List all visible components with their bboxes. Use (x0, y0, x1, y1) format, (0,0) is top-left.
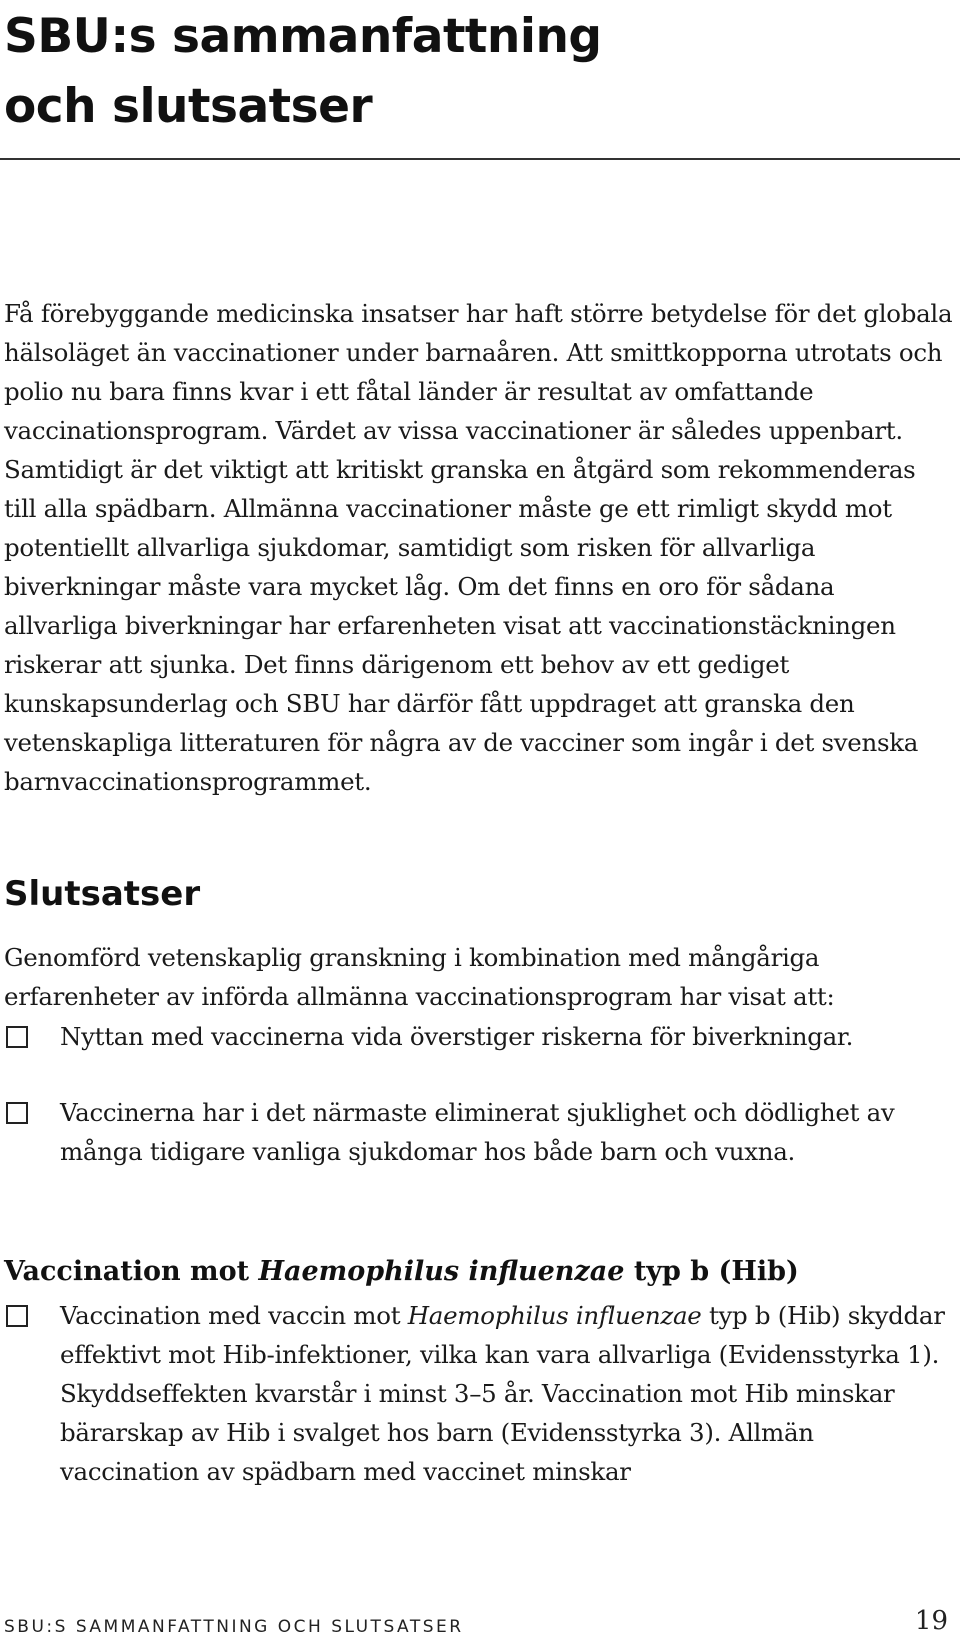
intro-paragraph: Få förebyggande medicinska insatser har haft större betydelse för det globala hälsoläget än vaccinationer under barnaåren. Att smittkopporna utrotats och polio nu bara finns kvar i ett fåtal länder är resultat av omfattande vaccinationsprogram. Värdet av vissa vaccinationer är således uppenbart. Samtidigt är det viktigt att kritiskt granska en åtgärd som rekommenderas till alla spädbarn. Allmänna vaccinationer måste ge ett rimligt skydd mot potentiellt allvarliga sjukdomar, samtidigt som risken för allvarliga biverkningar måste vara mycket låg. Om det finns en oro för sådana allvarliga biverkningar har erfarenheten visat att vaccinationstäckningen riskerar att sjunka. Det finns därigenom ett behov av ett gediget kunskapsunderlag och SBU har därför fått uppdraget att granska den vetenskapliga litteraturen för några av de vacciner som ingår i det svenska barnvaccinationsprogrammet. (4, 299, 953, 796)
hib-heading-species: Haemophilus influenzae (258, 1256, 625, 1287)
page-title-line-1: SBU:s sammanfattning (4, 9, 602, 64)
checkbox-square-icon (6, 1102, 28, 1124)
hib-bullet-post: typ b (Hib) skyddar effektivt mot Hib-infektioner, vilka kan vara allvarliga (Evidensstyrka 1). Skyddseffekten kvarstår i minst 3–5 år. Vaccination mot Hib minskar bärarskap av Hib i svalget hos barn (Evidensstyrka 3). Allmän vaccination av spädbarn med vaccinet minskar (60, 1301, 945, 1486)
title-divider (0, 158, 960, 160)
hib-bullet-text (60, 1296, 955, 1491)
checkbox-square-icon (6, 1305, 28, 1327)
hib-bullet-species: Haemophilus influenzae (407, 1301, 702, 1330)
conclusions-lead: Genomförd vetenskaplig granskning i kombination med mångåriga erfarenheter av införda allmänna vaccinationsprogram har visat att: (4, 943, 835, 1011)
conclusion-bullet-2-text: Vaccinerna har i det närmaste eliminerat sjuklighet och dödlighet av många tidigare vanliga sjukdomar hos både barn och vuxna. (60, 1098, 895, 1166)
page-number: 19 (914, 1606, 948, 1636)
hib-heading-pre: Vaccination mot (4, 1256, 259, 1287)
hib-heading-post: typ b (Hib) (624, 1256, 799, 1287)
checkbox-square-icon (6, 1026, 28, 1048)
conclusion-bullet-1-text: Nyttan med vaccinerna vida överstiger riskerna för biverkningar. (60, 1022, 854, 1051)
hib-bullet-pre: Vaccination med vaccin mot (60, 1301, 408, 1330)
page-title (4, 2, 602, 142)
conclusions-heading: Slutsatser (4, 874, 201, 914)
page-title-line-2: och slutsatser (4, 79, 373, 134)
hib-heading (4, 1256, 799, 1287)
running-footer-title: SBU:S SAMMANFATTNING OCH SLUTSATSER (4, 1617, 464, 1637)
